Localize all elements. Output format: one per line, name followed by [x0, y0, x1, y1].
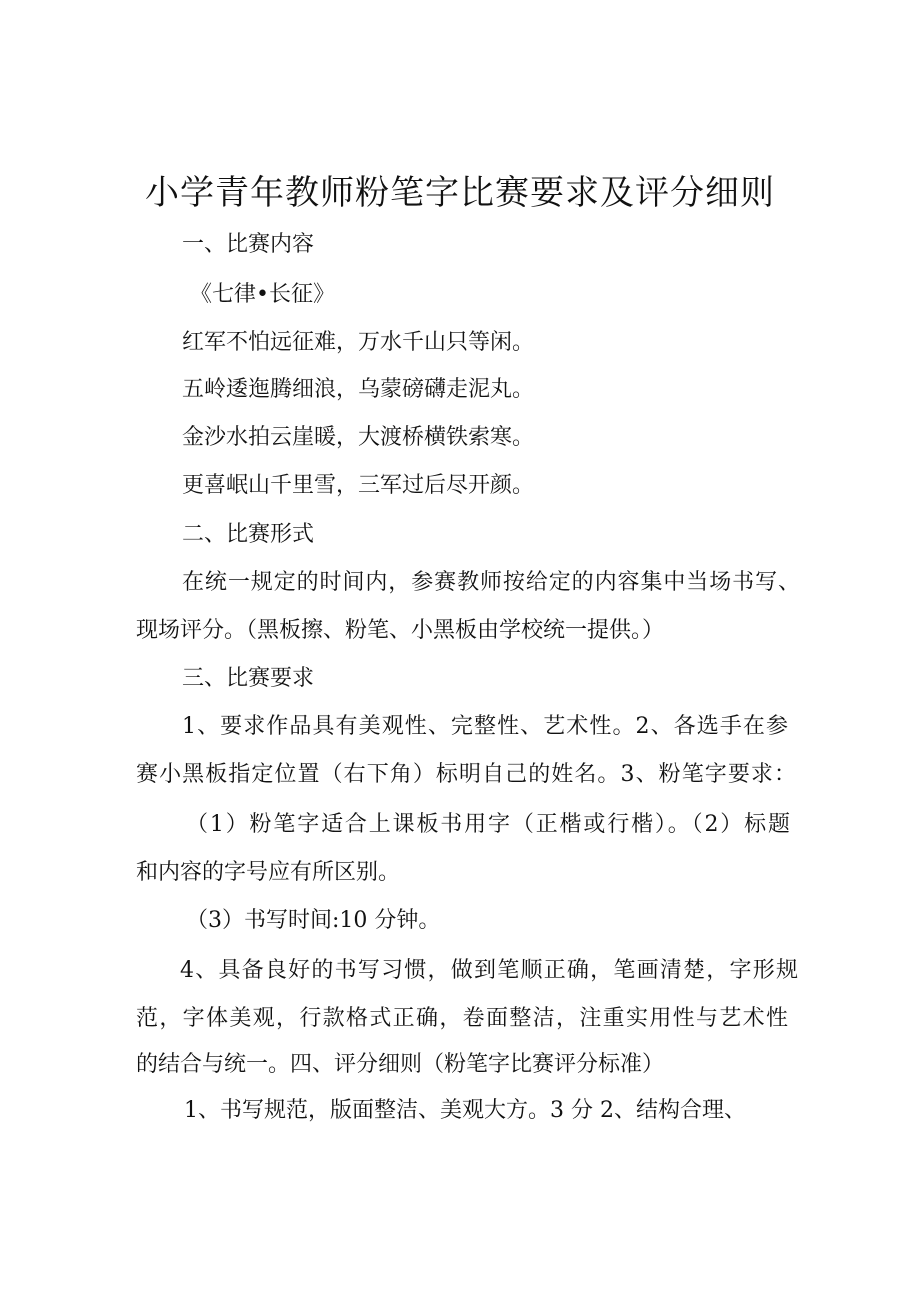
poem-line-3: 金沙水拍云崖暖，大渡桥横铁索寒。 — [182, 425, 535, 450]
requirements-text-line-5: （3）书写时间:10 分钟。 — [186, 908, 441, 933]
requirements-text-line-2: 赛小黑板指定位置（右下角）标明自己的姓名。3、粉笔字要求： — [136, 762, 796, 787]
requirements-text-line-6: 4、具备良好的书写习惯，做到笔顺正确，笔画清楚，字形规 — [180, 958, 798, 983]
poem-line-1: 红军不怕远征难，万水千山只等闲。 — [182, 330, 535, 355]
section-heading-requirements: 三、比赛要求 — [182, 666, 315, 691]
poem-line-4: 更喜岷山千里雪，三军过后尽开颜。 — [182, 473, 535, 498]
section-heading-format: 二、比赛形式 — [182, 522, 315, 547]
requirements-text-line-7: 范，字体美观，行款格式正确，卷面整洁，注重实用性与艺术性 — [136, 1006, 788, 1031]
requirements-text-line-1: 1、要求作品具有美观性、完整性、艺术性。2、各选手在参 — [182, 714, 788, 739]
section-heading-content: 一、比赛内容 — [182, 232, 315, 257]
requirements-text-line-8: 的结合与统一。四、评分细则（粉笔字比赛评分标准） — [136, 1052, 665, 1077]
poem-title: 《七律•长征》 — [190, 282, 335, 307]
document-title: 小学青年教师粉笔字比赛要求及评分细则 — [145, 173, 775, 213]
scoring-text-line-1: 1、书写规范，版面整洁、美观大方。3 分 2、结构合理、 — [184, 1098, 746, 1123]
requirements-text-line-4: 和内容的字号应有所区别。 — [136, 860, 401, 885]
format-text-line-2: 现场评分。（黑板擦、粉笔、小黑板由学校统一提供。） — [136, 618, 665, 643]
poem-line-2: 五岭逶迤腾细浪，乌蒙磅礴走泥丸。 — [182, 377, 535, 402]
requirements-text-line-3: （1）粉笔字适合上课板书用字（正楷或行楷）。（2）标题 — [186, 812, 790, 837]
format-text-line-1: 在统一规定的时间内，参赛教师按给定的内容集中当场书写、 — [182, 570, 800, 595]
